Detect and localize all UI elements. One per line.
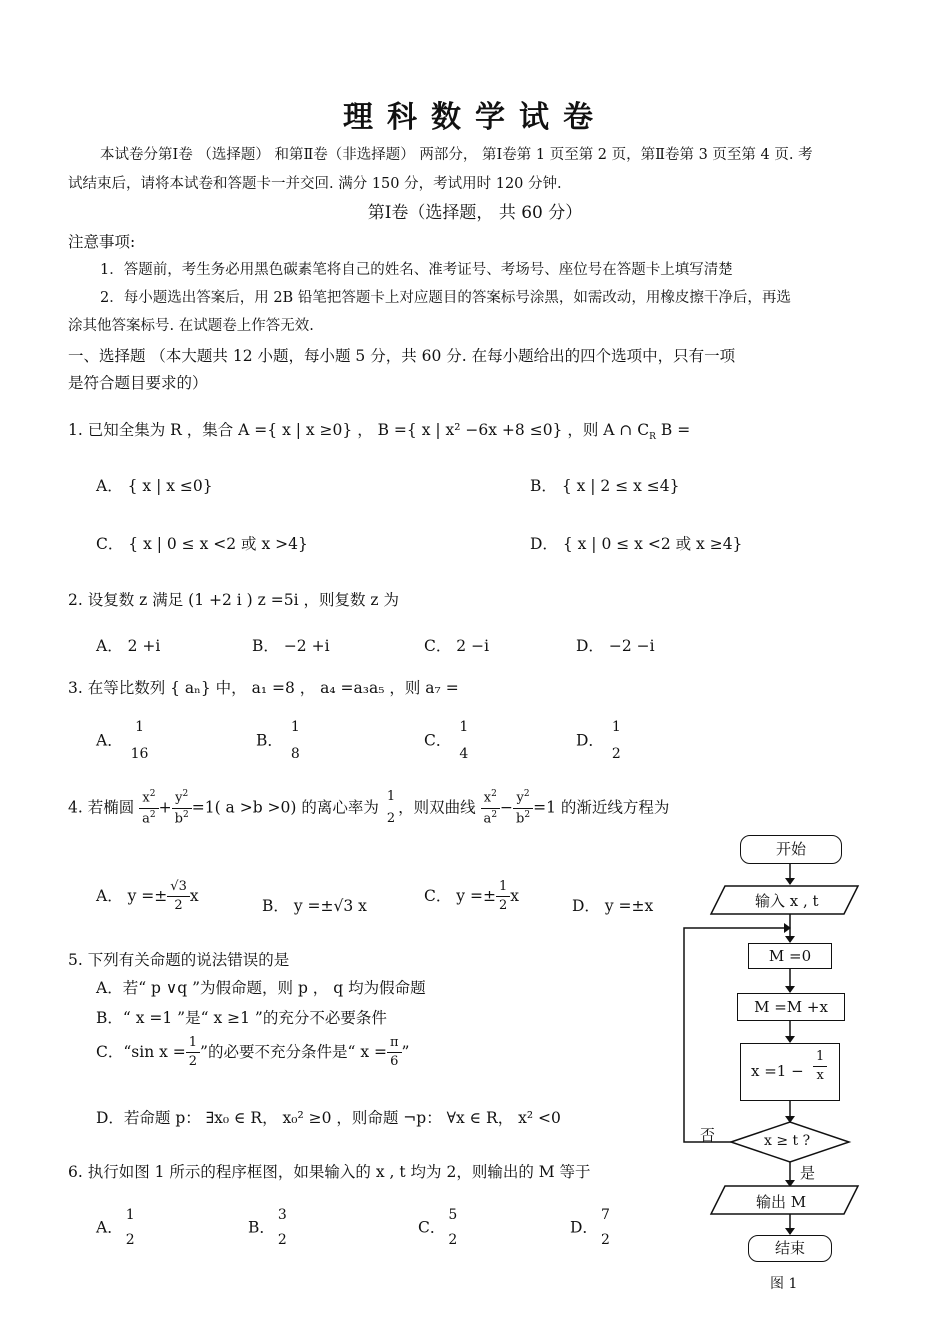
question-3-option-d[interactable]: D． 1 2: [576, 719, 621, 763]
flowchart-input: 输入 x , t: [755, 892, 819, 910]
notice-heading: 注意事项:: [68, 233, 136, 251]
question-6-option-b[interactable]: B． 3 2: [248, 1207, 287, 1249]
question-3-stem: 3. 在等比数列 { aₙ} 中， a₁ =8 ， a₄ =a₃a₅ ，则 a₇ =: [68, 679, 459, 697]
question-5-option-b[interactable]: B．“ x =1 ”是“ x ≥1 ”的充分不必要条件: [96, 1009, 387, 1027]
question-4-stem: 4. 若椭圆 $\frac{x^2}{a^2}$ + $\frac{y^2}{b^2}$ =1( a >b >0) 的离心率为 1 2 ，则双曲线 $\frac{x^2}{a^2}$ − $\frac{y^2}{b^2}$ =1 的渐近线方程为: [68, 789, 670, 827]
question-2-option-a[interactable]: A． 2 +i: [96, 637, 161, 655]
question-3-option-b[interactable]: B． 1 8: [256, 719, 300, 763]
question-2-stem: 2. 设复数 z 满足 (1 +2 i ) z =5i ，则复数 z 为: [68, 591, 399, 609]
notice-item-1: 1．答题前，考生务必用黑色碳素笔将自己的姓名、准考证号、考场号、座位号在答题卡上填写清楚: [100, 262, 733, 278]
question-5-option-d[interactable]: D．若命题 p： ∃x₀ ∈ R， x₀² ≥0 ，则命题 ¬p： ∀x ∈ R， x² <0: [96, 1109, 561, 1127]
question-4-option-d[interactable]: D． y =±x: [572, 897, 654, 915]
question-2-option-d[interactable]: D． −2 −i: [576, 637, 655, 655]
part1-heading: 一、选择题 （本大题共 12 小题，每小题 5 分，共 60 分. 在每小题给出的四个选项中，只有一项: [68, 347, 736, 365]
question-1-option-c[interactable]: C． { x | 0 ≤ x <2 或 x >4}: [96, 535, 308, 553]
question-6-option-a[interactable]: A． 1 2: [96, 1207, 135, 1249]
question-6-option-c[interactable]: C． 5 2: [418, 1207, 458, 1249]
part1-heading-cont: 是符合题目要求的）: [68, 374, 208, 392]
intro-line-2: 试结束后，请将本试卷和答题卡一并交回. 满分 150 分，考试用时 120 分钟.: [68, 176, 562, 192]
question-1-option-b[interactable]: B． { x | 2 ≤ x ≤4}: [530, 477, 680, 495]
question-4-option-c[interactable]: C． y =± $\frac{1}{2}$ x: [424, 879, 519, 914]
question-6-option-d[interactable]: D． 7 2: [570, 1207, 610, 1249]
flowchart-yes-label: 是: [800, 1164, 816, 1182]
question-1-option-d[interactable]: D． { x | 0 ≤ x <2 或 x ≥4}: [530, 535, 743, 553]
question-4-option-b[interactable]: B． y =±√3 x: [262, 897, 367, 915]
question-2-option-c[interactable]: C． 2 −i: [424, 637, 490, 655]
figure-caption: 图 1: [770, 1276, 798, 1292]
page-title: 理科数学试卷: [343, 100, 607, 135]
question-5-stem: 5. 下列有关命题的说法错误的是: [68, 951, 290, 969]
flowchart-init: M =0: [748, 943, 832, 969]
flowchart-step-add: M =M +x: [737, 993, 845, 1021]
flowchart-condition: x ≥ t ?: [764, 1133, 811, 1149]
notice-item-2: 2．每小题选出答案后，用 2B 铅笔把答题卡上对应题目的答案标号涂黑，如需改动，用橡皮擦干净后，再选: [100, 290, 791, 306]
flowchart-output: 输出 M: [756, 1193, 807, 1211]
question-6-stem: 6. 执行如图 1 所示的程序框图，如果输入的 x , t 均为 2，则输出的 M 等于: [68, 1163, 591, 1181]
flowchart-end: 结束: [748, 1235, 832, 1262]
section-title: 第Ⅰ卷（选择题， 共 60 分）: [367, 203, 583, 223]
question-4-option-a[interactable]: A． y =± $\frac{√3}{2}$ x: [96, 879, 199, 914]
flowchart-start: 开始: [740, 835, 842, 864]
question-3-option-a[interactable]: A． 1 16: [96, 719, 149, 763]
question-3-option-c[interactable]: C． 1 4: [424, 719, 469, 763]
flowchart-no-label: 否: [700, 1126, 716, 1144]
question-1-stem: 1. 已知全集为 R ，集合 A ={ x | x ≥0} ， B ={ x | x² −6x +8 ≤0} ，则 A ∩ $C_R$ B =: [68, 421, 691, 443]
notice-item-2-cont: 涂其他答案标号. 在试题卷上作答无效.: [68, 318, 314, 334]
intro-line-1: 本试卷分第Ⅰ卷 （选择题） 和第Ⅱ卷（非选择题） 两部分， 第Ⅰ卷第 1 页至第 2 页，第Ⅱ卷第 3 页至第 4 页. 考: [100, 147, 813, 163]
flowchart-step-update: x =1 − 1 x: [740, 1043, 840, 1101]
question-5-option-c[interactable]: C．“sin x = $\frac{1}{2}$ ”的必要不充分条件是“ x = $\frac{\pi}{6}$ ”: [96, 1035, 410, 1070]
question-5-option-a[interactable]: A．若“ p ∨q ”为假命题，则 p ， q 均为假命题: [96, 979, 426, 997]
question-2-option-b[interactable]: B． −2 +i: [252, 637, 330, 655]
question-1-option-a[interactable]: A． { x | x ≤0}: [96, 477, 213, 495]
